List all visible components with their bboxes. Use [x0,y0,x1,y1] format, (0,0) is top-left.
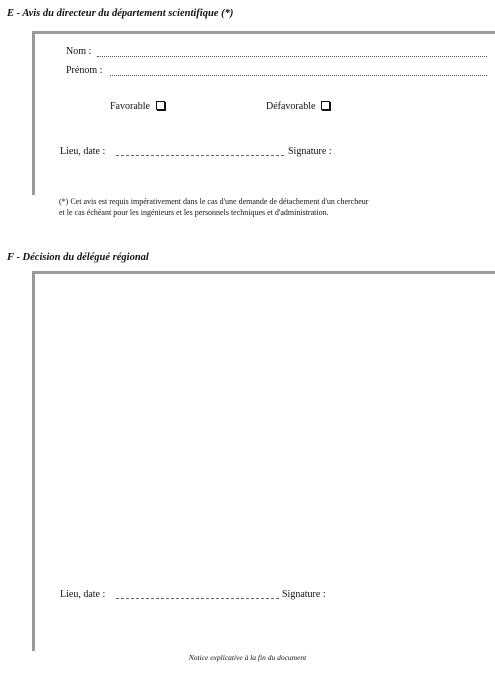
lieu-date-field[interactable] [116,598,279,599]
frame-top-border [32,271,495,274]
prenom-field[interactable] [110,75,487,76]
signature-label: Signature : [288,146,332,157]
frame-left-border [32,31,35,195]
section-f-heading: F - Décision du délégué régional [7,252,149,263]
footnote-line-2: et le cas échéant pour les ingénieurs et les personnels techniques et d'administration. [59,208,329,217]
nom-label: Nom : [66,46,92,57]
favorable-label: Favorable [110,101,150,112]
frame-left-border [32,271,35,651]
nom-field[interactable] [97,56,487,57]
section-e-heading: E - Avis du directeur du département scientifique (*) [7,8,234,19]
frame-top-border [32,31,495,34]
signature-label: Signature : [282,589,326,600]
defavorable-option[interactable] [266,101,330,112]
defavorable-checkbox[interactable] [321,101,330,110]
favorable-checkbox[interactable] [156,101,165,110]
lieu-date-label: Lieu, date : [60,146,106,157]
footer-note: Notice explicative à la fin du document [188,653,307,662]
favorable-option[interactable] [110,101,165,112]
prenom-label: Prénom : [66,65,103,76]
lieu-date-label: Lieu, date : [60,589,106,600]
defavorable-label: Défavorable [266,101,316,112]
footnote-line-1: (*) Cet avis est requis impérativement dans le cas d'une demande de détachement d'un chercheur [59,197,369,206]
lieu-date-field[interactable] [116,155,284,156]
